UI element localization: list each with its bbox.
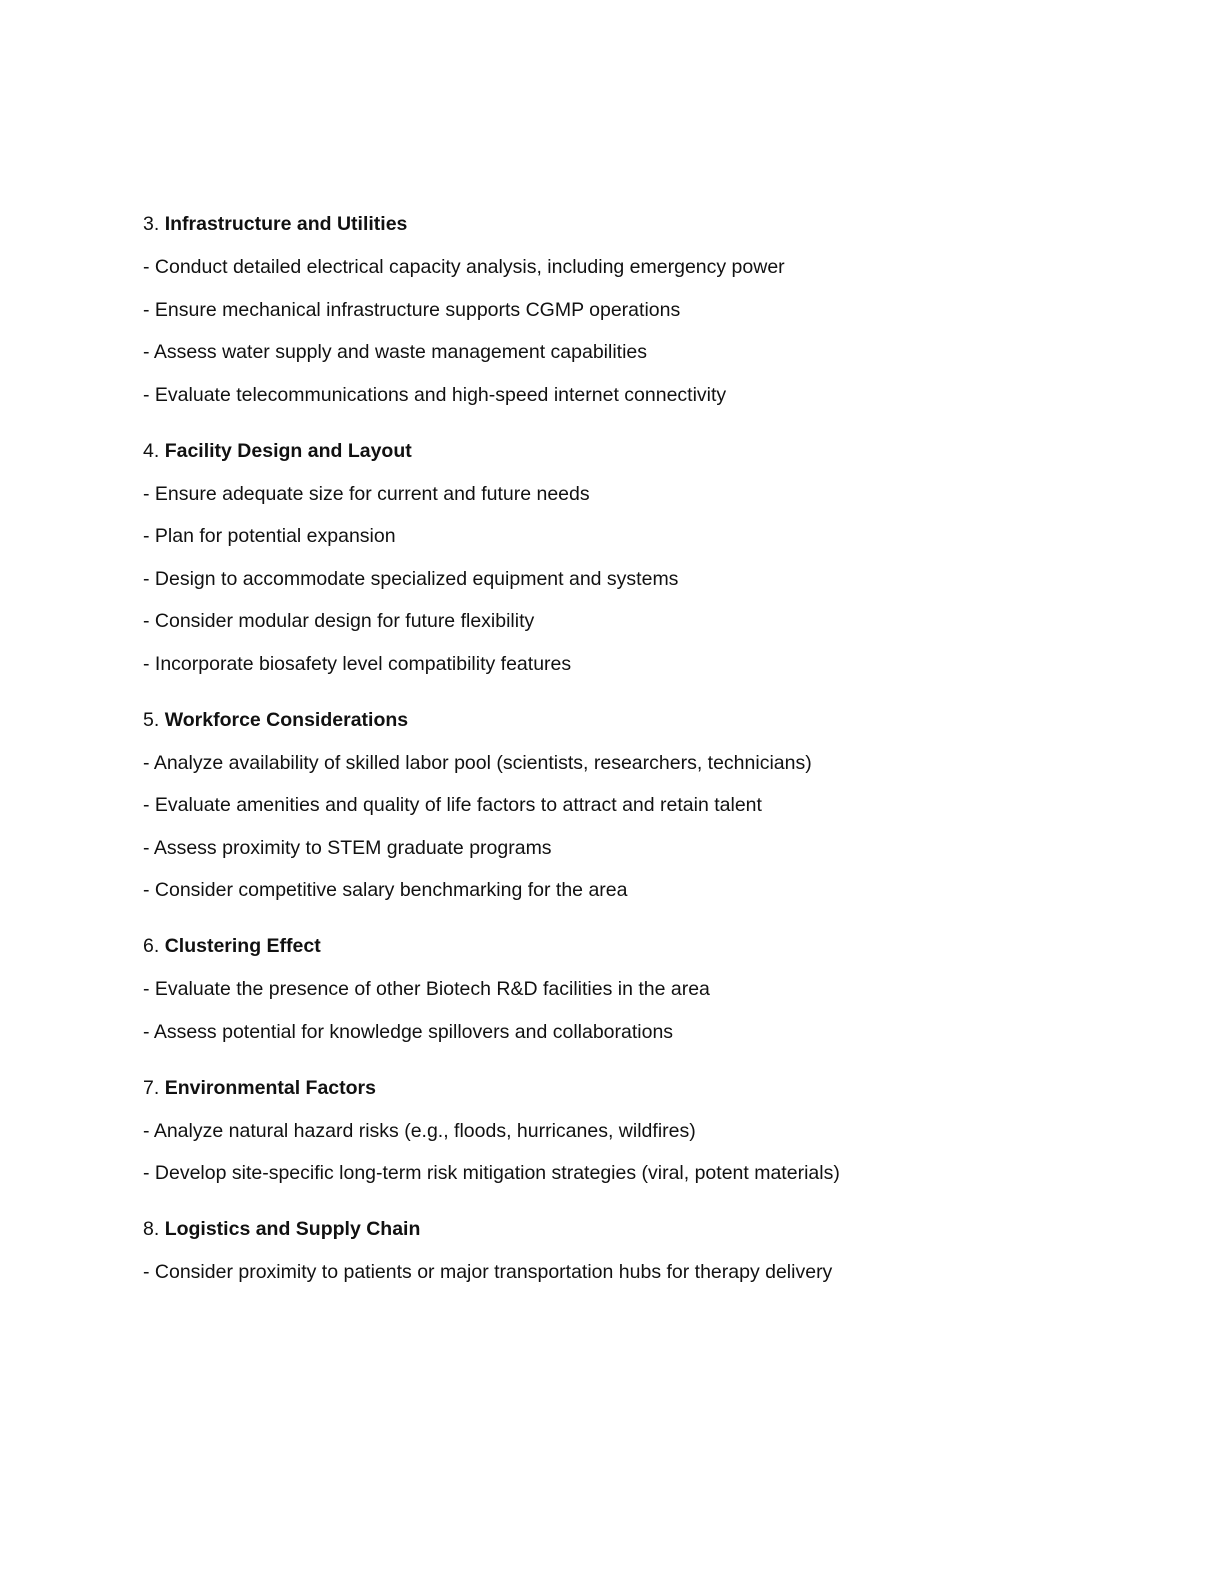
list-item: - Ensure adequate size for current and future needs: [143, 482, 590, 505]
list-item: - Consider proximity to patients or major transportation hubs for therapy delivery: [143, 1261, 833, 1283]
section-heading: [143, 932, 1103, 960]
list-item: - Incorporate biosafety level compatibility features: [143, 652, 572, 675]
section-number: 3.: [143, 213, 160, 235]
section-number: 8.: [143, 1218, 160, 1240]
section-facility-design-and-layout: [143, 437, 1103, 678]
list-item: - Assess proximity to STEM graduate programs: [143, 836, 552, 859]
section-number: 6.: [143, 935, 160, 957]
section-number: 5.: [143, 708, 160, 731]
list-item: - Ensure mechanical infrastructure supports CGMP operations: [143, 298, 681, 321]
section-infrastructure-and-utilities: [143, 210, 1103, 409]
section-logistics-and-supply-chain: [143, 1215, 1103, 1286]
document-page: [143, 210, 1103, 1286]
section-heading: [143, 706, 1103, 734]
section-heading: [143, 210, 1103, 238]
list-item: - Analyze availability of skilled labor pool (scientists, researchers, technicians): [143, 751, 812, 774]
list-item: - Develop site-specific long-term risk mitigation strategies (viral, potent materials): [143, 1162, 840, 1184]
section-title: Logistics and Supply Chain: [164, 1218, 421, 1240]
list-item: - Assess water supply and waste management capabilities: [143, 341, 648, 363]
list-item: - Design to accommodate specialized equipment and systems: [143, 567, 679, 590]
section-heading: [143, 1215, 1103, 1243]
list-item: - Consider modular design for future flexibility: [143, 610, 535, 632]
section-title: Workforce Considerations: [164, 708, 409, 731]
section-title: Environmental Factors: [164, 1076, 376, 1099]
section-number: 7.: [143, 1076, 160, 1099]
section-heading: [143, 437, 1103, 465]
section-number: 4.: [143, 439, 160, 462]
list-item: - Analyze natural hazard risks (e.g., floods, hurricanes, wildfires): [143, 1119, 696, 1142]
section-heading: [143, 1074, 1103, 1102]
section-title: Clustering Effect: [164, 935, 321, 957]
list-item: - Evaluate the presence of other Biotech R&D facilities in the area: [143, 978, 710, 1000]
section-title: Infrastructure and Utilities: [164, 213, 408, 235]
list-item: - Assess potential for knowledge spillovers and collaborations: [143, 1020, 674, 1043]
list-item: - Consider competitive salary benchmarking for the area: [143, 879, 628, 901]
list-item: - Plan for potential expansion: [143, 525, 396, 547]
list-item: - Conduct detailed electrical capacity analysis, including emergency power: [143, 256, 785, 278]
list-item: - Evaluate amenities and quality of life factors to attract and retain talent: [143, 794, 762, 816]
list-item: - Evaluate telecommunications and high-speed internet connectivity: [143, 383, 727, 406]
section-environmental-factors: [143, 1074, 1103, 1188]
section-title: Facility Design and Layout: [164, 439, 412, 462]
section-clustering-effect: [143, 932, 1103, 1046]
section-workforce-considerations: [143, 706, 1103, 905]
